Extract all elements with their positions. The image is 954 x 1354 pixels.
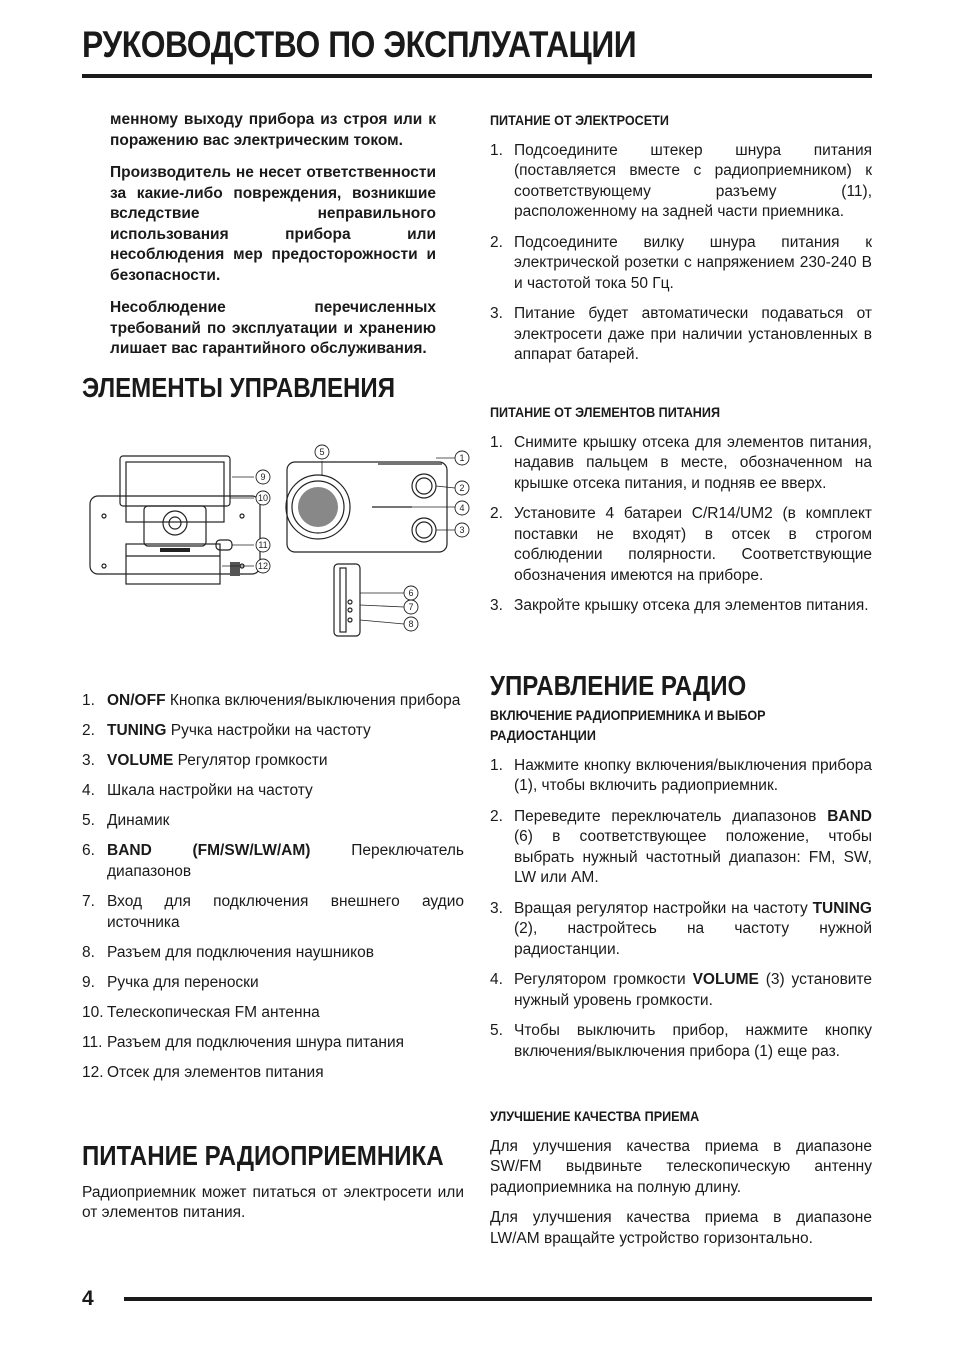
page-title: РУКОВОДСТВО ПО ЭКСПЛУАТАЦИИ <box>82 24 637 65</box>
reception-heading: УЛУЧШЕНИЕ КАЧЕСТВА ПРИЕМА <box>490 1108 700 1124</box>
warning-paragraph: менному выходу прибора из строя или к поражению вас электрическим током. <box>110 111 436 149</box>
item-number: 3. <box>490 597 503 614</box>
radio-list <box>490 756 872 1063</box>
list-item <box>82 892 464 933</box>
list-item <box>490 899 872 961</box>
power-text: Радиоприемник может питаться от электросети или от элементов питания. <box>82 1183 464 1221</box>
item-number: 7. <box>82 893 95 911</box>
item-number: 1. <box>490 141 503 159</box>
diagram-callout: 9 <box>260 472 266 482</box>
item-number: 3. <box>82 752 95 770</box>
item-label: TUNING <box>812 899 872 917</box>
item-number: 2. <box>490 807 503 825</box>
radio-diagram <box>82 444 482 654</box>
item-number: 1. <box>82 692 95 709</box>
diagram-callout: 10 <box>257 493 269 503</box>
item-number: 3. <box>490 899 503 917</box>
item-number: 1. <box>490 433 503 451</box>
item-text: Подсоедините вилку шнура питания к электрической розетки с напряжением 230-240 В и частотой тока 50 Гц. <box>514 233 872 292</box>
item-text: Вращая регулятор настройки на частоту <box>514 899 813 917</box>
diagram-callout: 6 <box>408 588 414 598</box>
list-item <box>82 1063 464 1084</box>
mains-list <box>490 141 872 366</box>
item-label: BAND <box>827 807 872 825</box>
diagram-callout: 8 <box>408 619 414 629</box>
page-number: 4 <box>82 1287 94 1310</box>
diagram-callout: 11 <box>258 540 268 550</box>
list-item <box>82 973 464 994</box>
list-item <box>82 721 464 742</box>
item-text: Отсек для элементов питания <box>107 1064 324 1082</box>
item-number: 5. <box>490 1022 503 1039</box>
mains-heading: ПИТАНИЕ ОТ ЭЛЕКТРОСЕТИ <box>490 112 669 128</box>
item-label: TUNING <box>107 722 167 740</box>
item-number: 4. <box>82 782 95 800</box>
warning-block <box>110 110 436 372</box>
item-text: Регулятор громкости <box>173 752 328 770</box>
item-text: Разъем для подключения шнура питания <box>107 1033 405 1051</box>
item-text: Кнопка включения/выключения прибора <box>165 692 461 709</box>
list-item <box>82 751 464 772</box>
warning-paragraph: Производитель не несет ответственности за какие-либо повреждения, возникшие вследствие неправильного использования прибора или несоблюдения мер предосторожности и безопасности. <box>110 164 436 284</box>
reception-paragraph: Для улучшения качества приема в диапазоне SW/FM выдвиньте телескопическую антенну радиоприемника на полную длину. <box>490 1137 872 1196</box>
list-item <box>490 596 872 617</box>
item-text: Разъем для подключения наушников <box>107 943 374 961</box>
warning-paragraph: Несоблюдение перечисленных требований по эксплуатации и хранению лишает вас гарантийного обслуживания. <box>110 299 436 357</box>
header-rule <box>82 74 872 78</box>
item-number: 5. <box>82 812 95 830</box>
list-item <box>82 691 464 712</box>
item-text: Установите 4 батареи С/R14/UM2 (в комплект поставки не входят) в отсек в строгом соблюдении полярности. Соответствующие обозначения имеются на приборе. <box>514 505 872 584</box>
list-item <box>82 1003 464 1024</box>
item-text: Нажмите кнопку включения/выключения прибора (1), чтобы включить радиоприемник. <box>514 756 872 794</box>
list-item <box>490 504 872 586</box>
item-number: 8. <box>82 943 95 961</box>
batteries-list <box>490 433 872 617</box>
item-text: (6) в соответствующее положение, чтобы выбрать нужный частотный диапазон: FM, SW, LW или AM. <box>514 828 872 886</box>
footer-rule <box>124 1297 872 1301</box>
item-number: 9. <box>82 973 95 991</box>
item-text: Снимите крышку отсека для элементов питания, надавив пальцем в месте, обозначенном на крышке отсека питания, и подняв ее вверх. <box>514 433 872 492</box>
item-text: Переведите переключатель диапазонов <box>514 807 828 825</box>
diagram-callout: 5 <box>319 447 325 457</box>
item-number: 1. <box>490 756 503 774</box>
item-label: VOLUME <box>692 971 759 988</box>
item-text: Ручка для переноски <box>107 973 259 991</box>
item-text: (2), настройтесь на частоту нужной радиостанции. <box>514 920 872 958</box>
diagram-callout: 4 <box>459 503 465 513</box>
item-text: Чтобы выключить прибор, нажмите кнопку включения/выключения прибора (1) еще раз. <box>514 1022 872 1060</box>
diagram-callout: 3 <box>459 525 465 535</box>
reception-paragraph: Для улучшения качества приема в диапазоне LW/AM вращайте устройство горизонтально. <box>490 1209 872 1247</box>
item-text: Подсоедините штекер шнура питания (поставляется вместе с радиоприемником) к соответствующему разъему (11), расположенному на задней части приемника. <box>514 141 872 220</box>
diagram-callout: 7 <box>408 602 414 612</box>
item-label: BAND (FM/SW/LW/AM) <box>107 842 311 860</box>
item-text: Регулятором громкости <box>514 971 693 988</box>
list-item <box>82 943 464 964</box>
item-number: 11. <box>82 1033 103 1051</box>
item-number: 4. <box>490 971 503 988</box>
list-item <box>490 141 872 223</box>
list-item <box>490 433 872 495</box>
radio-subheading: ВКЛЮЧЕНИЕ РАДИОПРИЕМНИКА И ВЫБОР РАДИОСТАНЦИИ <box>490 706 766 743</box>
item-label: ON/OFF <box>107 692 166 709</box>
item-number: 2. <box>490 505 503 522</box>
list-item <box>82 841 464 882</box>
diagram-callout: 1 <box>459 453 465 463</box>
item-text: Переключатель диапазонов <box>107 842 464 880</box>
item-text: Питание будет автоматически подаваться от электросети даже при наличии установленных в аппарат батарей. <box>514 305 872 363</box>
item-number: 3. <box>490 305 503 322</box>
diagram-callout: 12 <box>257 561 269 571</box>
list-item <box>490 807 872 889</box>
controls-list <box>82 691 464 1084</box>
item-text: Ручка настройки на частоту <box>166 722 371 740</box>
diagram-callout: 2 <box>459 483 465 493</box>
item-number: 2. <box>490 233 503 251</box>
list-item <box>490 233 872 295</box>
item-label: VOLUME <box>107 752 174 770</box>
list-item <box>82 781 464 802</box>
item-number: 12. <box>82 1064 104 1082</box>
list-item <box>490 304 872 366</box>
item-text: Шкала настройки на частоту <box>107 782 313 800</box>
list-item <box>490 756 872 797</box>
item-text: (3) установите нужный уровень громкости. <box>514 971 873 1009</box>
item-number: 10. <box>82 1003 104 1021</box>
list-item <box>490 1021 872 1062</box>
item-number: 6. <box>82 842 95 860</box>
power-heading: ПИТАНИЕ РАДИОПРИЕМНИКА <box>82 1140 444 1171</box>
item-number: 2. <box>82 722 95 740</box>
controls-heading: ЭЛЕМЕНТЫ УПРАВЛЕНИЯ <box>82 372 396 403</box>
item-text: Вход для подключения внешнего аудио источника <box>107 893 464 931</box>
batteries-heading: ПИТАНИЕ ОТ ЭЛЕМЕНТОВ ПИТАНИЯ <box>490 404 721 420</box>
radio-heading: УПРАВЛЕНИЕ РАДИО <box>490 670 747 701</box>
item-text: Телескопическая FM антенна <box>107 1003 320 1021</box>
item-text: Динамик <box>107 812 170 830</box>
item-text: Закройте крышку отсека для элементов питания. <box>514 597 869 614</box>
list-item <box>82 1033 464 1054</box>
list-item <box>82 811 464 832</box>
list-item <box>490 970 872 1011</box>
